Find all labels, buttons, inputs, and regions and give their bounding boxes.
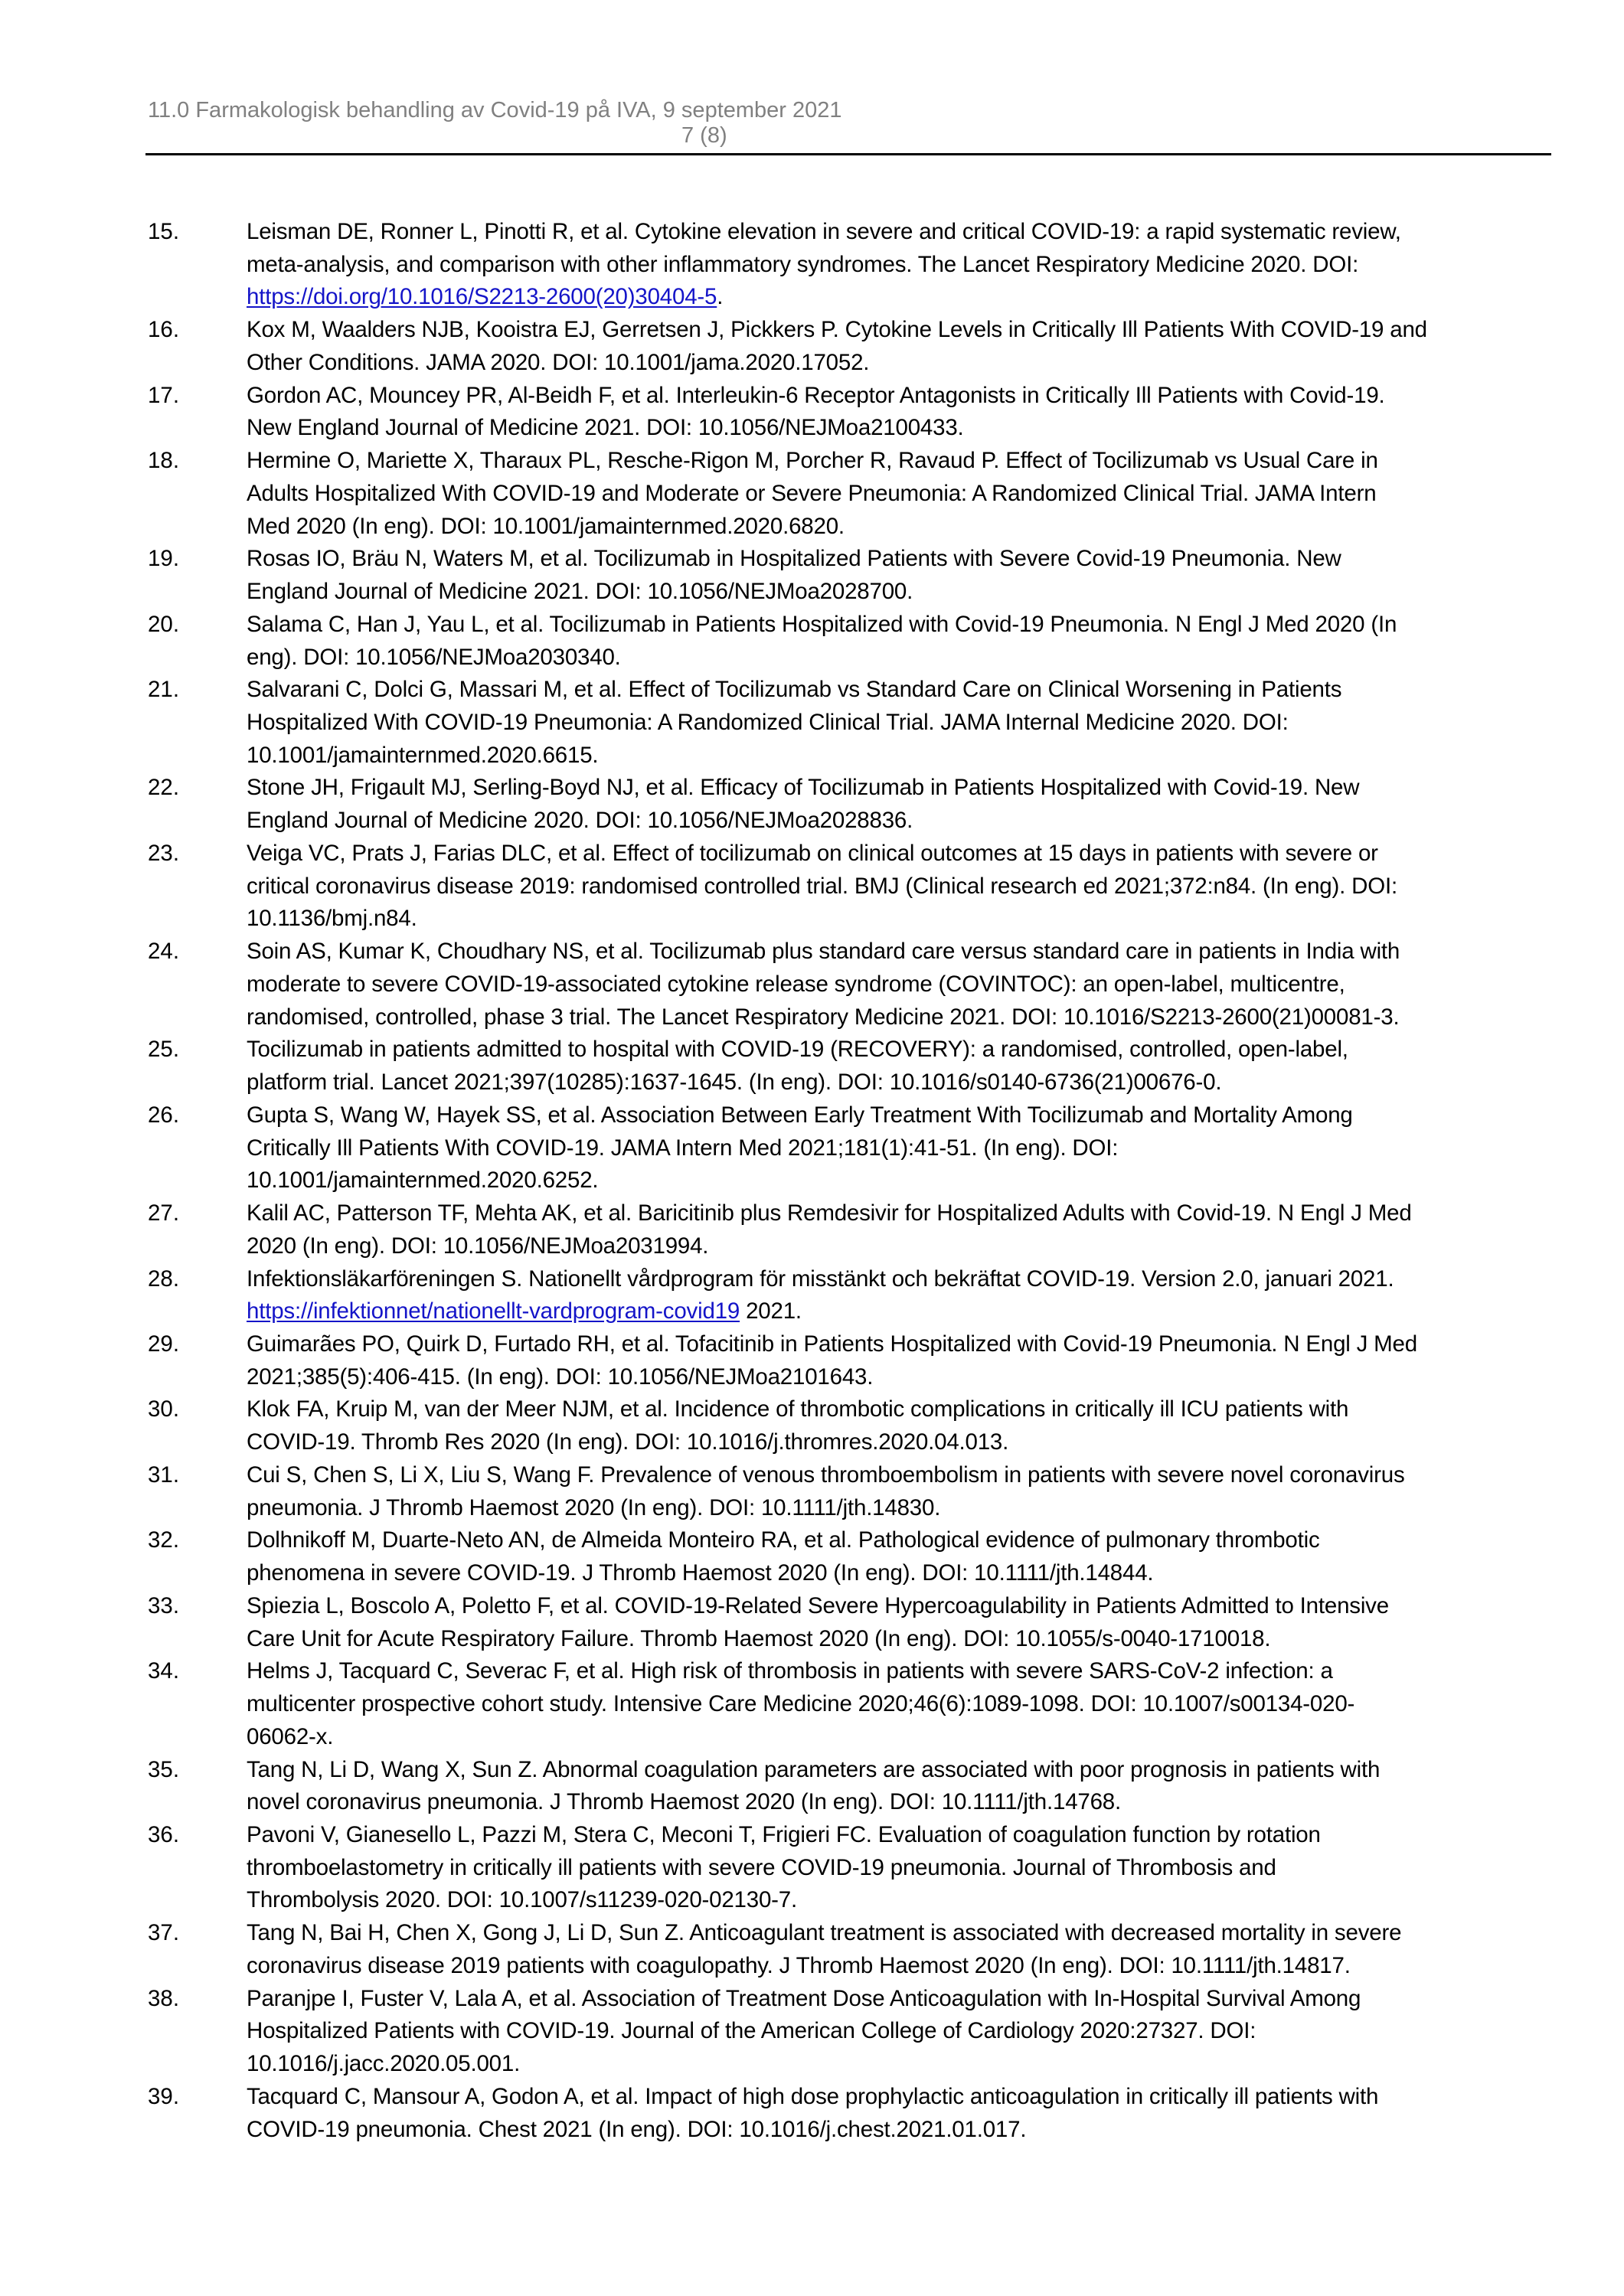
reference-text — [247, 1754, 1548, 1819]
reference-text — [247, 609, 1548, 674]
reference-line — [247, 1492, 940, 1525]
reference-text-segment: eng). DOI: 10.1056/NEJMoa2030340. — [247, 644, 621, 670]
reference-number: 18. — [148, 448, 180, 474]
reference-item — [0, 609, 1624, 674]
reference-line — [247, 968, 1345, 1001]
reference-text — [247, 2081, 1548, 2146]
reference-text — [247, 445, 1548, 543]
reference-line — [247, 707, 1289, 740]
reference-item — [0, 1819, 1624, 1917]
reference-line — [247, 281, 723, 314]
reference-line — [247, 1623, 1270, 1656]
reference-line — [247, 1361, 873, 1394]
reference-text — [247, 216, 1548, 314]
reference-number: 16. — [148, 317, 180, 343]
reference-line — [247, 1524, 1320, 1557]
reference-number: 23. — [148, 840, 180, 866]
reference-text-segment: Other Conditions. JAMA 2020. DOI: 10.1001/jama.2020.17052. — [247, 349, 870, 375]
reference-text-segment: Pavoni V, Gianesello L, Pazzi M, Stera C, Meconi T, Frigieri FC. Evaluation of coagulation function by rotation — [247, 1821, 1321, 1847]
reference-item — [0, 1983, 1624, 2081]
reference-line — [247, 1066, 1221, 1099]
reference-number: 36. — [148, 1821, 180, 1847]
reference-number: 31. — [148, 1462, 180, 1488]
reference-line — [247, 1328, 1417, 1361]
reference-line — [247, 314, 1427, 347]
reference-number: 33. — [148, 1592, 180, 1618]
reference-line — [247, 2114, 1026, 2147]
reference-line — [247, 1426, 1008, 1459]
reference-number: 35. — [148, 1756, 180, 1782]
reference-text-segment: 2020 (In eng). DOI: 10.1056/NEJMoa2031994. — [247, 1233, 709, 1259]
reference-text — [247, 674, 1548, 772]
reference-text-segment: Infektionsläkarföreningen S. Nationellt vårdprogram för misstänkt och bekräftat COVID-19. Version 2.0, januari 2021. — [247, 1266, 1394, 1292]
reference-item — [0, 1099, 1624, 1197]
reference-line — [247, 2015, 1256, 2048]
reference-line — [247, 543, 1341, 576]
reference-text-segment: meta-analysis, and comparison with other inflammatory syndromes. The Lancet Respiratory Medicine 2020. DOI: — [247, 251, 1359, 277]
reference-item — [0, 838, 1624, 936]
reference-line — [247, 216, 1401, 249]
reference-item — [0, 216, 1624, 314]
reference-line — [247, 936, 1400, 968]
reference-number: 22. — [148, 775, 180, 801]
reference-text-segment: England Journal of Medicine 2020. DOI: 10.1056/NEJMoa2028836. — [247, 808, 913, 834]
reference-line — [247, 249, 1358, 282]
reference-number: 26. — [148, 1102, 180, 1128]
reference-text-segment: Adults Hospitalized With COVID-19 and Moderate or Severe Pneumonia: A Randomized Clinical Trial. JAMA Intern — [247, 480, 1377, 506]
reference-text — [247, 936, 1548, 1034]
reference-line — [247, 2081, 1378, 2114]
reference-text-segment: Hospitalized Patients with COVID-19. Journal of the American College of Cardiology 2020:27327. DOI: — [247, 2018, 1256, 2044]
reference-text-segment: Gordon AC, Mouncey PR, Al-Beidh F, et al. Interleukin-6 Receptor Antagonists in Critically Ill Patients with Covid-19. — [247, 382, 1385, 408]
reference-text-segment: Paranjpe I, Fuster V, Lala A, et al. Association of Treatment Dose Anticoagulation with In-Hospital Survival Among — [247, 1985, 1361, 2011]
reference-item — [0, 314, 1624, 379]
reference-item — [0, 1393, 1624, 1458]
reference-text — [247, 1655, 1548, 1753]
reference-item — [0, 1524, 1624, 1589]
reference-text-segment: Tocilizumab in patients admitted to hospital with COVID-19 (RECOVERY): a randomised, controlled, open-label, — [247, 1037, 1348, 1063]
reference-item — [0, 1459, 1624, 1524]
reference-item — [0, 1034, 1624, 1099]
reference-line — [247, 576, 913, 609]
reference-text-segment: novel coronavirus pneumonia. J Thromb Haemost 2020 (In eng). DOI: 10.1111/jth.14768. — [247, 1789, 1122, 1815]
reference-text-segment: Kalil AC, Patterson TF, Mehta AK, et al. Baricitinib plus Remdesivir for Hospitalized Adults with Covid-19. N Engl J Med — [247, 1200, 1412, 1226]
reference-list — [0, 216, 1624, 2146]
reference-text-segment: Care Unit for Acute Respiratory Failure. Thromb Haemost 2020 (In eng). DOI: 10.1055/s-0040-1710018. — [247, 1625, 1271, 1651]
reference-line — [247, 511, 845, 544]
reference-text-segment: Critically Ill Patients With COVID-19. JAMA Intern Med 2021;181(1):41-51. (In eng). DOI: — [247, 1135, 1119, 1161]
reference-number: 24. — [148, 939, 180, 965]
reference-text-segment: Hospitalized With COVID-19 Pneumonia: A Randomized Clinical Trial. JAMA Internal Medicine 2020. DOI: — [247, 710, 1289, 736]
reference-text-segment: Salvarani C, Dolci G, Massari M, et al. Effect of Tocilizumab vs Standard Care on Clinical Worsening in Patients — [247, 677, 1342, 703]
reference-number: 34. — [148, 1658, 180, 1684]
reference-text-segment: COVID-19. Thromb Res 2020 (In eng). DOI: 10.1016/j.thromres.2020.04.013. — [247, 1429, 1009, 1455]
page-header-title: 11.0 Farmakologisk behandling av Covid-19 på IVA, 9 september 2021 — [148, 98, 842, 122]
reference-text-segment: Soin AS, Kumar K, Choudhary NS, et al. Tocilizumab plus standard care versus standard care in patients in India with — [247, 939, 1400, 965]
reference-line — [247, 1590, 1389, 1623]
reference-text — [247, 1263, 1548, 1328]
reference-text-segment: critical coronavirus disease 2019: randomised controlled trial. BMJ (Clinical research ed 2021;372:n84. (In eng). DOI: — [247, 873, 1397, 899]
reference-item — [0, 1328, 1624, 1393]
reference-text-segment: Dolhnikoff M, Duarte-Neto AN, de Almeida Monteiro RA, et al. Pathological evidence of pulmonary thrombotic — [247, 1527, 1320, 1553]
reference-text-segment: multicenter prospective cohort study. Intensive Care Medicine 2020;46(6):1089-1098. DOI: 10.1007/s00134-020- — [247, 1691, 1355, 1717]
reference-text-segment: Cui S, Chen S, Li X, Liu S, Wang F. Prevalence of venous thromboembolism in patients with severe novel coronavirus — [247, 1462, 1405, 1488]
reference-text-segment: Veiga VC, Prats J, Farias DLC, et al. Effect of tocilizumab on clinical outcomes at 15 days in patients with severe or — [247, 840, 1378, 866]
reference-line — [247, 380, 1385, 413]
reference-text — [247, 1983, 1548, 2081]
reference-item — [0, 1917, 1624, 1982]
reference-number: 19. — [148, 546, 180, 572]
reference-text — [247, 1197, 1548, 1262]
reference-line — [247, 1001, 1399, 1034]
reference-number: 39. — [148, 2083, 180, 2109]
reference-number: 15. — [148, 219, 180, 244]
reference-text-segment: New England Journal of Medicine 2021. DOI: 10.1056/NEJMoa2100433. — [247, 415, 964, 441]
reference-item — [0, 674, 1624, 772]
reference-line — [247, 1034, 1348, 1066]
reference-text — [247, 1524, 1548, 1589]
reference-text — [247, 838, 1548, 936]
reference-line — [247, 609, 1397, 642]
reference-item — [0, 445, 1624, 543]
reference-text-segment: coronavirus disease 2019 patients with coagulopathy. J Thromb Haemost 2020 (In eng). DOI: 10.1111/jth.14817. — [247, 1952, 1351, 1978]
reference-line — [247, 445, 1378, 478]
reference-line — [247, 1099, 1353, 1132]
reference-text-segment: COVID-19 pneumonia. Chest 2021 (In eng). DOI: 10.1016/j.chest.2021.01.017. — [247, 2116, 1027, 2142]
reference-item — [0, 1197, 1624, 1262]
reference-item — [0, 772, 1624, 837]
reference-number: 21. — [148, 677, 180, 703]
reference-line — [247, 1459, 1405, 1492]
reference-text-segment: 2021;385(5):406-415. (In eng). DOI: 10.1056/NEJMoa2101643. — [247, 1364, 874, 1390]
reference-number: 37. — [148, 1920, 180, 1946]
reference-line — [247, 478, 1376, 511]
reference-text-segment: Helms J, Tacquard C, Severac F, et al. High risk of thrombosis in patients with severe SARS-CoV-2 infection: a — [247, 1658, 1333, 1684]
reference-number: 28. — [148, 1266, 180, 1292]
reference-line — [247, 1230, 708, 1263]
reference-line — [247, 674, 1341, 707]
reference-item — [0, 543, 1624, 608]
reference-text-segment: Tang N, Li D, Wang X, Sun Z. Abnormal coagulation parameters are associated with poor prognosis in patients with — [247, 1756, 1381, 1782]
reference-text-segment: 10.1001/jamainternmed.2020.6252. — [247, 1168, 599, 1194]
reference-line — [247, 1786, 1121, 1819]
reference-number: 29. — [148, 1331, 180, 1357]
reference-number: 30. — [148, 1396, 180, 1422]
reference-text-segment: England Journal of Medicine 2021. DOI: 10.1056/NEJMoa2028700. — [247, 579, 913, 605]
page-number: 7 (8) — [681, 123, 727, 148]
reference-item — [0, 1263, 1624, 1328]
reference-line — [247, 1852, 1276, 1885]
reference-text-segment: Salama C, Han J, Yau L, et al. Tocilizumab in Patients Hospitalized with Covid-19 Pneumonia. N Engl J Med 2020 (In — [247, 611, 1397, 637]
reference-text — [247, 543, 1548, 608]
reference-item — [0, 380, 1624, 445]
reference-line — [247, 1950, 1351, 1983]
reference-text — [247, 1917, 1548, 1982]
reference-text — [247, 1590, 1548, 1655]
reference-text — [247, 1393, 1548, 1458]
reference-text — [247, 314, 1548, 379]
reference-number: 32. — [148, 1527, 180, 1553]
reference-text — [247, 772, 1548, 837]
reference-line — [247, 740, 598, 772]
reference-text-segment: Med 2020 (In eng). DOI: 10.1001/jamainternmed.2020.6820. — [247, 513, 845, 539]
reference-text-segment: Hermine O, Mariette X, Tharaux PL, Resche-Rigon M, Porcher R, Ravaud P. Effect of Tocilizumab vs Usual Care in — [247, 448, 1378, 474]
reference-text-segment: 2021. — [740, 1298, 802, 1324]
reference-line — [247, 1164, 598, 1197]
reference-line — [247, 1557, 1153, 1590]
reference-number: 27. — [148, 1200, 180, 1226]
reference-line — [247, 412, 964, 445]
reference-number: 17. — [148, 382, 180, 408]
reference-line — [247, 1393, 1348, 1426]
reference-item — [0, 936, 1624, 1034]
reference-text — [247, 1099, 1548, 1197]
reference-line — [247, 772, 1359, 805]
reference-text-segment: Kox M, Waalders NJB, Kooistra EJ, Gerretsen J, Pickkers P. Cytokine Levels in Critically Ill Patients With COVID-19 and — [247, 317, 1427, 343]
header-divider — [145, 153, 1551, 155]
reference-item — [0, 1754, 1624, 1819]
reference-link[interactable]: https://doi.org/10.1016/S2213-2600(20)30404-5 — [247, 284, 717, 310]
reference-text — [247, 1459, 1548, 1524]
reference-text-segment: Tacquard C, Mansour A, Godon A, et al. Impact of high dose prophylactic anticoagulation in critically ill patients with — [247, 2083, 1379, 2109]
reference-line — [247, 1197, 1412, 1230]
reference-number: 20. — [148, 611, 180, 637]
reference-text-segment: Leisman DE, Ronner L, Pinotti R, et al. Cytokine elevation in severe and critical COVID-19: a rapid systematic review, — [247, 219, 1401, 244]
reference-text-segment: Spiezia L, Boscolo A, Poletto F, et al. COVID-19-Related Severe Hypercoagulability in Patients Admitted to Intensive — [247, 1592, 1389, 1618]
reference-line — [247, 838, 1378, 870]
reference-text-segment: Guimarães PO, Quirk D, Furtado RH, et al. Tofacitinib in Patients Hospitalized with Covid-19 Pneumonia. N Engl J Med — [247, 1331, 1417, 1357]
reference-text — [247, 380, 1548, 445]
reference-text — [247, 1328, 1548, 1393]
reference-text-segment: randomised, controlled, phase 3 trial. The Lancet Respiratory Medicine 2021. DOI: 10.1016/S2213-2600(21)00081-3. — [247, 1004, 1400, 1030]
reference-line — [247, 1819, 1321, 1852]
reference-line — [247, 1688, 1354, 1721]
reference-text-segment: 06062-x. — [247, 1723, 334, 1749]
reference-text-segment: Thrombolysis 2020. DOI: 10.1007/s11239-020-02130-7. — [247, 1887, 798, 1913]
reference-text-segment: Gupta S, Wang W, Hayek SS, et al. Association Between Early Treatment With Tocilizumab and Mortality Among — [247, 1102, 1353, 1128]
reference-line — [247, 642, 621, 674]
reference-line — [247, 347, 869, 380]
reference-line — [247, 1295, 802, 1328]
reference-text-segment: phenomena in severe COVID-19. J Thromb Haemost 2020 (In eng). DOI: 10.1111/jth.14844. — [247, 1560, 1154, 1586]
reference-text-segment: Tang N, Bai H, Chen X, Gong J, Li D, Sun Z. Anticoagulant treatment is associated with decreased mortality in severe — [247, 1920, 1402, 1946]
reference-text — [247, 1034, 1548, 1099]
reference-line — [247, 903, 417, 936]
reference-text-segment: thromboelastometry in critically ill patients with severe COVID-19 pneumonia. Journal of Thrombosis and — [247, 1854, 1276, 1880]
reference-link[interactable]: https://infektionnet/nationellt-vardprogram-covid19 — [247, 1298, 740, 1324]
reference-text — [247, 1819, 1548, 1917]
reference-text-segment: Rosas IO, Bräu N, Waters M, et al. Tocilizumab in Hospitalized Patients with Severe Covid-19 Pneumonia. New — [247, 546, 1341, 572]
reference-line — [247, 1721, 333, 1754]
reference-text-segment: 10.1001/jamainternmed.2020.6615. — [247, 742, 599, 768]
reference-text-segment: Klok FA, Kruip M, van der Meer NJM, et al. Incidence of thrombotic complications in critically ill ICU patients with — [247, 1396, 1349, 1422]
reference-line — [247, 2048, 520, 2081]
reference-text-segment: moderate to severe COVID-19-associated cytokine release syndrome (COVINTOC): an open-label, multicentre, — [247, 971, 1345, 997]
reference-item — [0, 1655, 1624, 1753]
reference-line — [247, 1132, 1118, 1165]
reference-text-segment: . — [717, 284, 724, 310]
reference-text-segment: platform trial. Lancet 2021;397(10285):1637-1645. (In eng). DOI: 10.1016/s0140-6736(21)00676-0. — [247, 1070, 1222, 1096]
reference-item — [0, 2081, 1624, 2146]
reference-text-segment: pneumonia. J Thromb Haemost 2020 (In eng). DOI: 10.1111/jth.14830. — [247, 1494, 941, 1520]
reference-line — [247, 870, 1397, 903]
reference-number: 25. — [148, 1037, 180, 1063]
reference-text-segment: Stone JH, Frigault MJ, Serling-Boyd NJ, et al. Efficacy of Tocilizumab in Patients Hospitalized with Covid-19. New — [247, 775, 1360, 801]
reference-line — [247, 1655, 1333, 1688]
reference-number: 38. — [148, 1985, 180, 2011]
reference-text-segment: 10.1136/bmj.n84. — [247, 906, 417, 932]
reference-line — [247, 1754, 1380, 1787]
reference-line — [247, 1983, 1361, 2016]
reference-line — [247, 1917, 1401, 1950]
reference-item — [0, 1590, 1624, 1655]
reference-line — [247, 1884, 797, 1917]
reference-line — [247, 1263, 1394, 1296]
reference-text-segment: 10.1016/j.jacc.2020.05.001. — [247, 2051, 521, 2077]
reference-line — [247, 805, 913, 838]
